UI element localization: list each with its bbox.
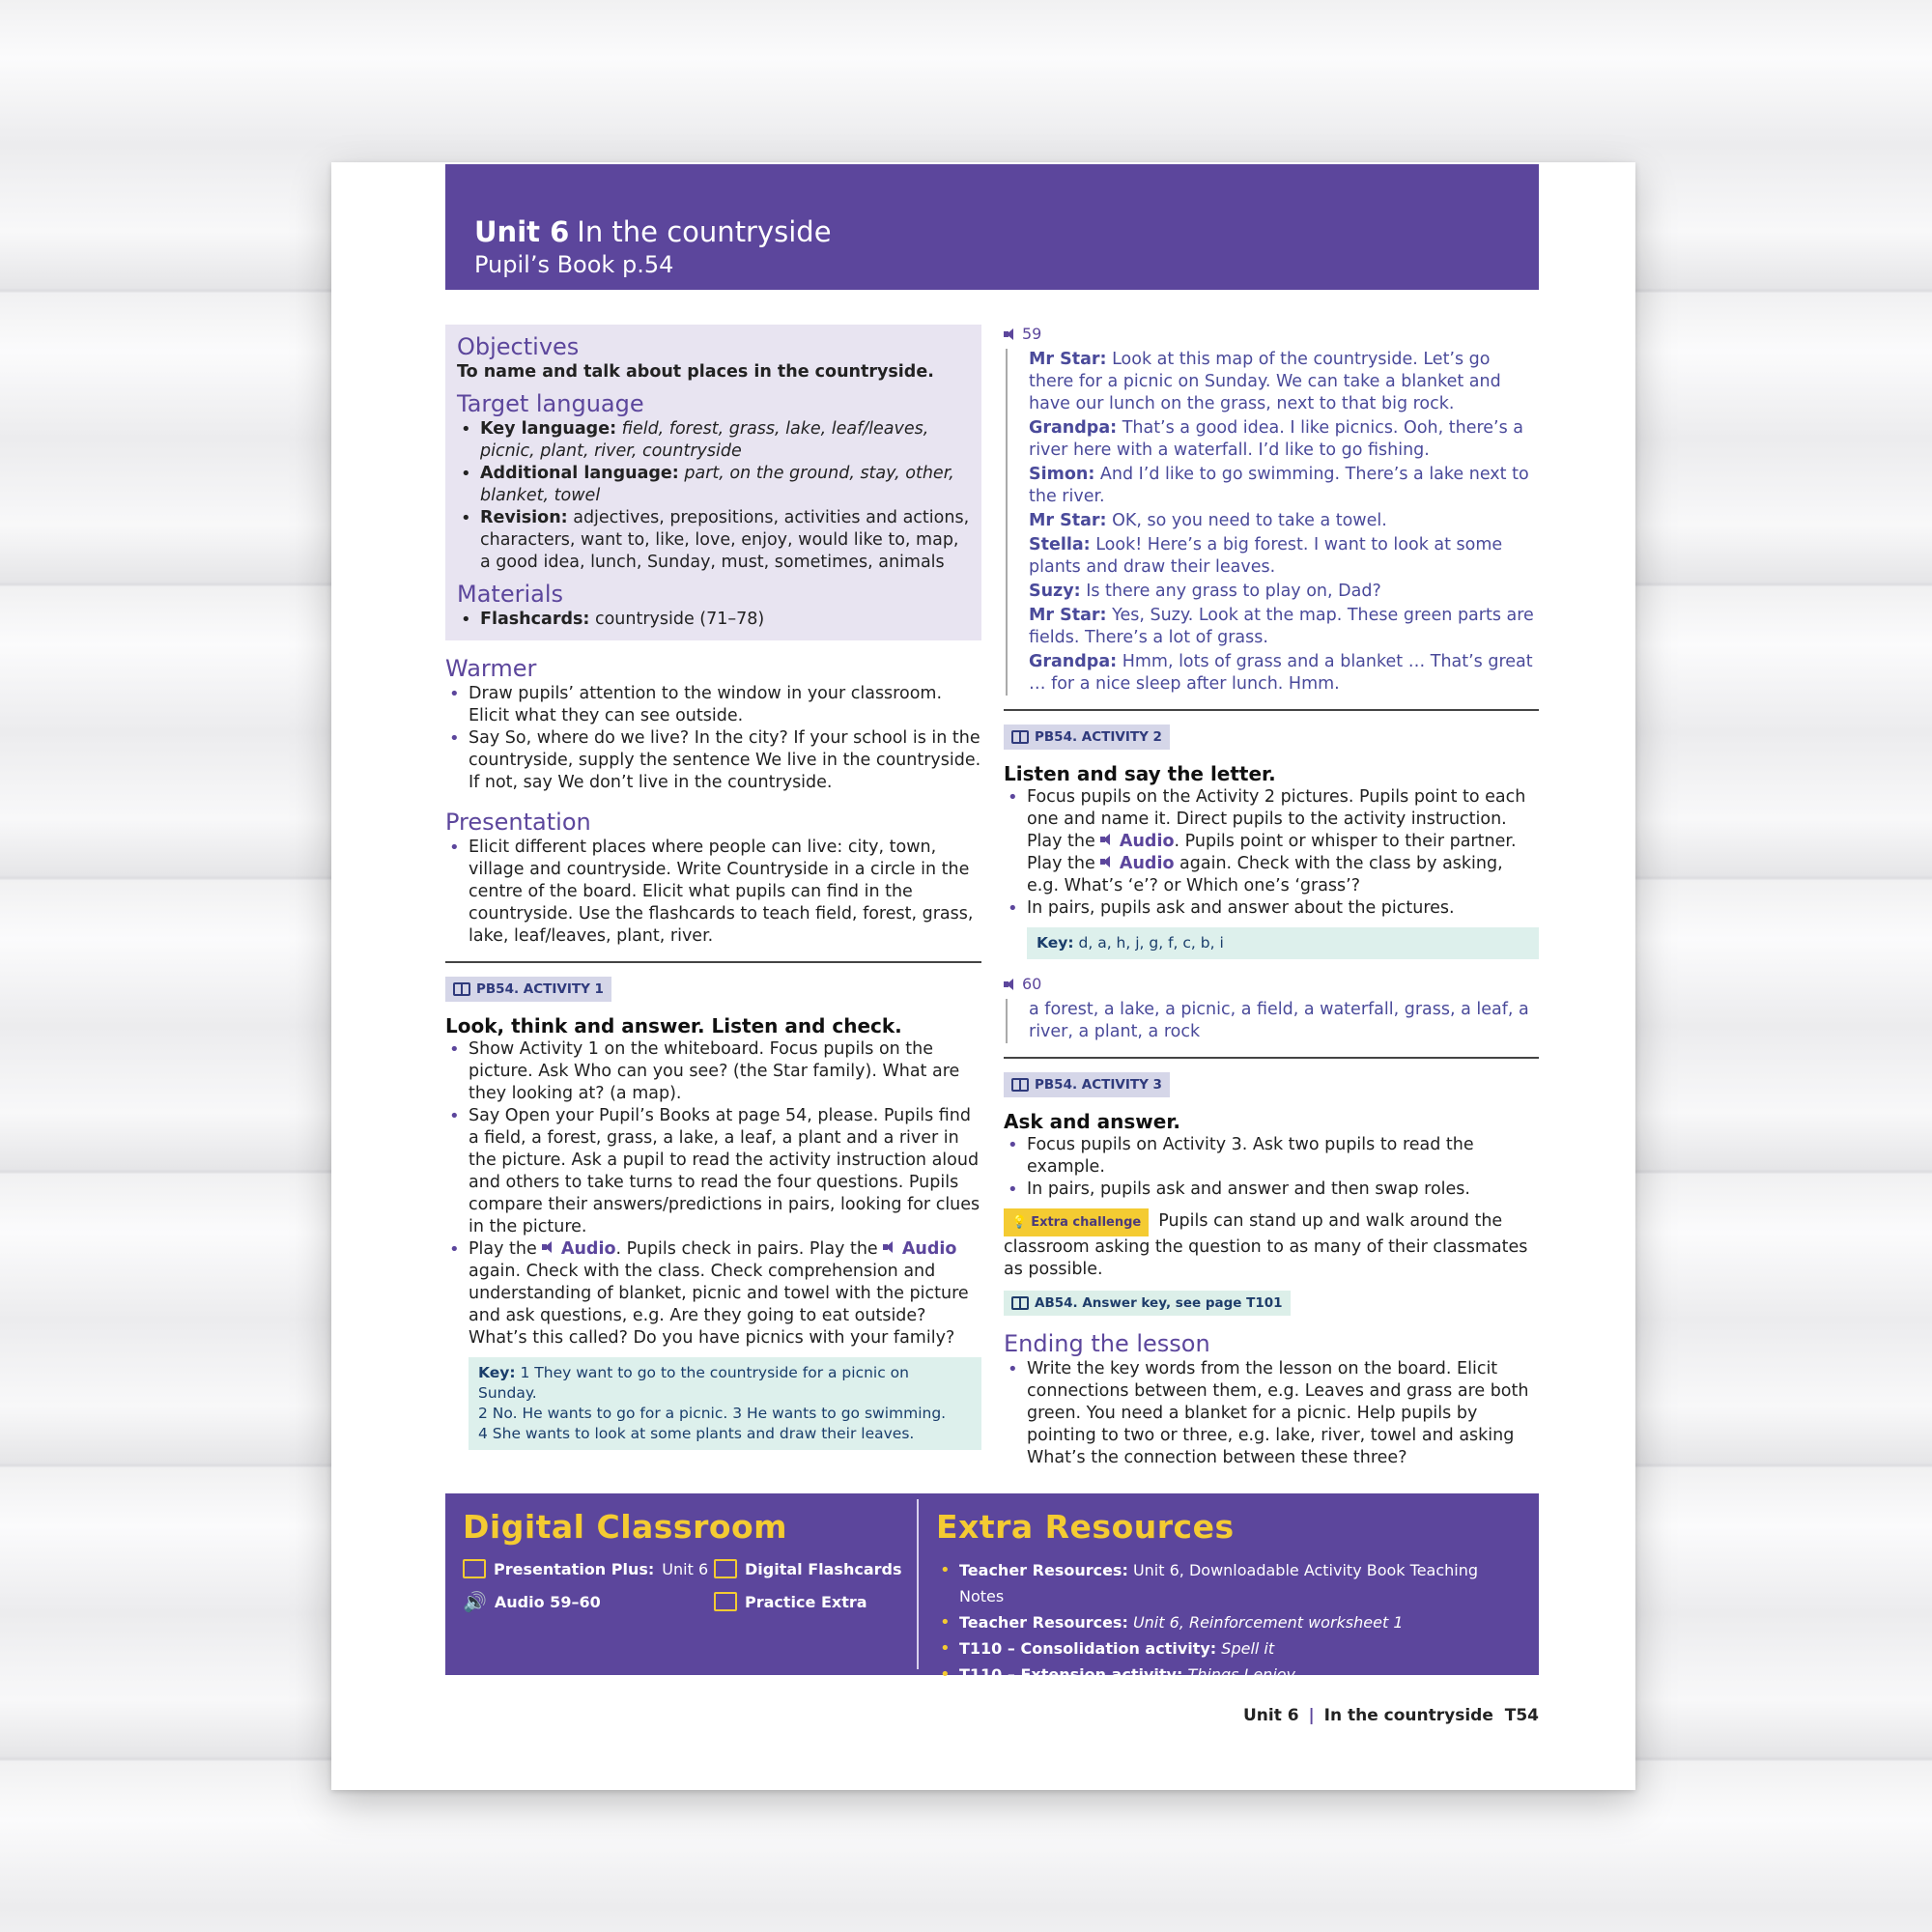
resource-item[interactable]: • T110 – Extension activity: Things I enjoy bbox=[936, 1662, 1525, 1688]
script-line: Simon: And I’d like to go swimming. There’s a lake next to the river. bbox=[1029, 465, 1529, 506]
teacher-book-page bbox=[331, 162, 1635, 1790]
materials-list bbox=[457, 609, 970, 631]
activity-3-section bbox=[1004, 1072, 1539, 1316]
script-line: Stella: Look! Here’s a big forest. I want to look at some plants and draw their leaves. bbox=[1029, 535, 1503, 577]
flashcards-icon bbox=[714, 1559, 737, 1578]
list-item: • Additional language: part, on the ground, stay, other, blanket, towel bbox=[457, 463, 970, 507]
presentation-heading: Presentation bbox=[445, 809, 591, 836]
speaker-icon bbox=[1004, 327, 1017, 341]
unit-title: Unit 6 In the countryside bbox=[474, 215, 832, 248]
list-item: • Key language: field, forest, grass, lake, leaf/leaves, picnic, plant, river, countryside bbox=[457, 418, 970, 463]
audio-link[interactable]: Audio bbox=[1119, 854, 1175, 873]
script-line: Grandpa: Hmm, lots of grass and a blanket … That’s great … for a nice sleep after lunch. Hmm. bbox=[1029, 652, 1533, 694]
list-item: • Write the key words from the lesson on the board. Elicit connections between them, e.g. Leaves and grass are both green. You need a blanket for a picnic. Help pupils by pointing to two or three, e.g. lake, river, towel and asking What’s the connection between these three? bbox=[1004, 1358, 1539, 1469]
unit-header bbox=[445, 164, 1539, 290]
objectives-heading: Objectives bbox=[457, 333, 580, 360]
list-item: • Focus pupils on Activity 3. Ask two pupils to read the example. bbox=[1004, 1134, 1539, 1179]
script-line: Mr Star: Yes, Suzy. Look at the map. These green parts are fields. There’s a lot of grass. bbox=[1029, 606, 1534, 647]
presentation-plus-link[interactable]: Presentation Plus: Unit 6 bbox=[463, 1559, 714, 1578]
list-item: • Say So, where do we live? In the city? If your school is in the countryside, supply the sentence We live in the countryside. If not, say We don’t live in the countryside. bbox=[445, 727, 981, 794]
left-column bbox=[445, 325, 981, 1450]
activity-2-key: Key: d, a, h, j, g, f, c, b, i bbox=[1027, 927, 1539, 959]
presentation-section bbox=[445, 808, 981, 948]
track-60: 60 a forest, a lake, a picnic, a field, a waterfall, grass, a leaf, a river, a plant, a rock bbox=[1004, 975, 1539, 1043]
digital-classroom-title: Digital Classroom bbox=[463, 1508, 788, 1546]
play-document-icon bbox=[714, 1592, 737, 1611]
book-icon bbox=[1011, 1296, 1029, 1310]
activity-1-heading: Look, think and answer. Listen and check. bbox=[445, 1014, 902, 1037]
script-line: Grandpa: That’s a good idea. I like picnics. Ooh, there’s a river here with a waterfall. I’d like to go fishing. bbox=[1029, 418, 1524, 460]
resources-band bbox=[445, 1493, 1539, 1684]
book-icon bbox=[453, 982, 470, 996]
script-line: a forest, a lake, a picnic, a field, a waterfall, grass, a leaf, a river, a plant, a rock bbox=[1029, 1000, 1529, 1041]
track-59: 59 Mr Star: Look at this map of the countryside. Let’s go there for a picnic on Sunday. We can take a blanket and have our lunch on the grass, next to that big rock. Grandpa: That’s a good idea. I like picnics. Ooh, there’s a river here with a waterfall. I’d like to go fishing. Simon: And I’d like to go swimming. There’s a lake next to the river. Mr Star: OK, so you need to take a towel. Stella: Look! Here’s a big forest. I want to look at some plants and draw their leaves. Suzy: Is there any grass to play on, Dad? Mr Star: Yes, Suzy. Look at the map. These green parts are fields. There’s a lot of grass. Grandpa: Hmm, lots of grass and a blanket … That’s great … for a nice sleep after lunch. Hmm. bbox=[1004, 325, 1539, 696]
warmer-section bbox=[445, 654, 981, 794]
speaker-icon bbox=[1100, 833, 1114, 846]
monitor-icon bbox=[463, 1559, 486, 1578]
audio-link[interactable]: Audio bbox=[1119, 832, 1175, 851]
practice-extra-link[interactable]: Practice Extra bbox=[714, 1590, 907, 1613]
speaker-icon bbox=[1100, 855, 1114, 868]
target-language-list bbox=[457, 418, 970, 574]
activity-2-heading: Listen and say the letter. bbox=[1004, 762, 1276, 785]
divider bbox=[445, 961, 981, 963]
list-item: • Focus pupils on the Activity 2 pictures. Pupils point to each one and name it. Direct pupils to the activity instruction. Play the Audio. Pupils point or whisper to their partner. Play the Audio again. Check with the class by asking, e.g. What’s ‘e’? or Which one’s ‘grass’? bbox=[1004, 786, 1539, 897]
audio-link[interactable]: 🔊 Audio 59–60 bbox=[463, 1590, 601, 1613]
digital-classroom bbox=[463, 1507, 907, 1613]
speaker-icon bbox=[1004, 978, 1017, 991]
activity-1-key: Key: 1 They want to go to the countryside for a picnic on Sunday. 2 No. He wants to go for a picnic. 3 He wants to go swimming. 4 She wants to look at some plants and draw their leaves. bbox=[469, 1357, 981, 1450]
divider bbox=[1004, 1057, 1539, 1059]
list-item: • Elicit different places where people can live: city, town, village and countryside. Write Countryside in a circle in the centre of the board. Elicit what pupils can find in the countryside. Use the flashcards to teach field, forest, grass, lake, leaf/leaves, plant, river. bbox=[445, 837, 981, 948]
list-item: • Flashcards: countryside (71–78) bbox=[457, 609, 970, 631]
resource-item[interactable]: • T110 – Consolidation activity: Spell it bbox=[936, 1635, 1525, 1662]
divider bbox=[1004, 709, 1539, 711]
right-column bbox=[1004, 325, 1539, 1469]
extra-challenge: 💡 Extra challenge Pupils can stand up and walk around the classroom asking the question to as many of their classmates as possible. bbox=[1004, 1208, 1539, 1281]
activity-3-heading: Ask and answer. bbox=[1004, 1110, 1180, 1133]
resource-item[interactable]: • Teacher Resources: Unit 6, Downloadable Activity Book Teaching Notes bbox=[936, 1557, 1525, 1609]
ending-heading: Ending the lesson bbox=[1004, 1330, 1210, 1357]
activity-2-section bbox=[1004, 724, 1539, 959]
objectives-text: To name and talk about places in the countryside. bbox=[457, 362, 934, 382]
ending-section bbox=[1004, 1329, 1539, 1469]
extra-resources-title: Extra Resources bbox=[936, 1508, 1235, 1546]
audio-link[interactable]: Audio bbox=[560, 1239, 616, 1259]
book-icon bbox=[1011, 730, 1029, 744]
list-item: • Show Activity 1 on the whiteboard. Focus pupils on the picture. Ask Who can you see? (the Star family). What are they looking at? (a map). bbox=[445, 1038, 981, 1105]
activity-1-section bbox=[445, 977, 981, 1450]
speaker-icon bbox=[883, 1240, 896, 1254]
warmer-heading: Warmer bbox=[445, 655, 537, 682]
pupils-book-ref: Pupil’s Book p.54 bbox=[474, 251, 674, 278]
activity-1-tag: PB54. ACTIVITY 1 bbox=[445, 977, 611, 1002]
audio-script bbox=[1006, 999, 1539, 1043]
audio-link[interactable]: Audio bbox=[901, 1239, 957, 1259]
resource-item[interactable]: • Teacher Resources: Unit 6, Reinforcement worksheet 1 bbox=[936, 1609, 1525, 1635]
audio-script bbox=[1006, 349, 1539, 696]
list-item: • Revision: adjectives, prepositions, activities and actions, characters, want to, like, love, enjoy, would like to, map, a good idea, lunch, Sunday, must, sometimes, animals bbox=[457, 507, 970, 574]
digital-flashcards-link[interactable]: Digital Flashcards bbox=[714, 1559, 907, 1578]
objectives-box bbox=[445, 325, 981, 640]
speaker-icon: 🔊 bbox=[463, 1590, 487, 1613]
list-item: • Draw pupils’ attention to the window in your classroom. Elicit what they can see outside. bbox=[445, 683, 981, 727]
page-footer: Unit 6 | In the countryside T54 bbox=[1242, 1706, 1539, 1725]
script-line: Mr Star: OK, so you need to take a towel. bbox=[1029, 511, 1387, 530]
script-line: Mr Star: Look at this map of the countryside. Let’s go there for a picnic on Sunday. We can take a blanket and have our lunch on the grass, next to that big rock. bbox=[1029, 350, 1501, 413]
materials-heading: Materials bbox=[457, 581, 564, 608]
script-line: Suzy: Is there any grass to play on, Dad? bbox=[1029, 582, 1381, 601]
list-item: • Say Open your Pupil’s Books at page 54, please. Pupils find a field, a forest, grass, a lake, a leaf, a plant and a river in the picture. Ask a pupil to read the activity instruction aloud and others to take turns to read the four questions. Pupils compare their answers/predictions in pairs, looking for clues in the picture. bbox=[445, 1105, 981, 1238]
ab-answer-key-tag: AB54. Answer key, see page T101 bbox=[1004, 1291, 1291, 1316]
target-language-heading: Target language bbox=[457, 390, 644, 417]
list-item: • In pairs, pupils ask and answer about the pictures. bbox=[1004, 897, 1539, 920]
extra-resources bbox=[936, 1507, 1525, 1688]
divider bbox=[917, 1499, 919, 1669]
list-item: • Play the Audio. Pupils check in pairs. Play the Audio again. Check with the class. Check comprehension and understanding of blanket, picnic and towel with the picture and ask questions, e.g. Are they going to eat outside? What’s this called? Do you have picnics with your family? bbox=[445, 1238, 981, 1350]
speaker-icon bbox=[542, 1240, 555, 1254]
activity-2-tag: PB54. ACTIVITY 2 bbox=[1004, 724, 1170, 750]
activity-3-tag: PB54. ACTIVITY 3 bbox=[1004, 1072, 1170, 1097]
extra-challenge-tag: 💡 Extra challenge bbox=[1004, 1208, 1149, 1236]
book-icon bbox=[1011, 1078, 1029, 1092]
list-item: • In pairs, pupils ask and answer and then swap roles. bbox=[1004, 1179, 1539, 1201]
